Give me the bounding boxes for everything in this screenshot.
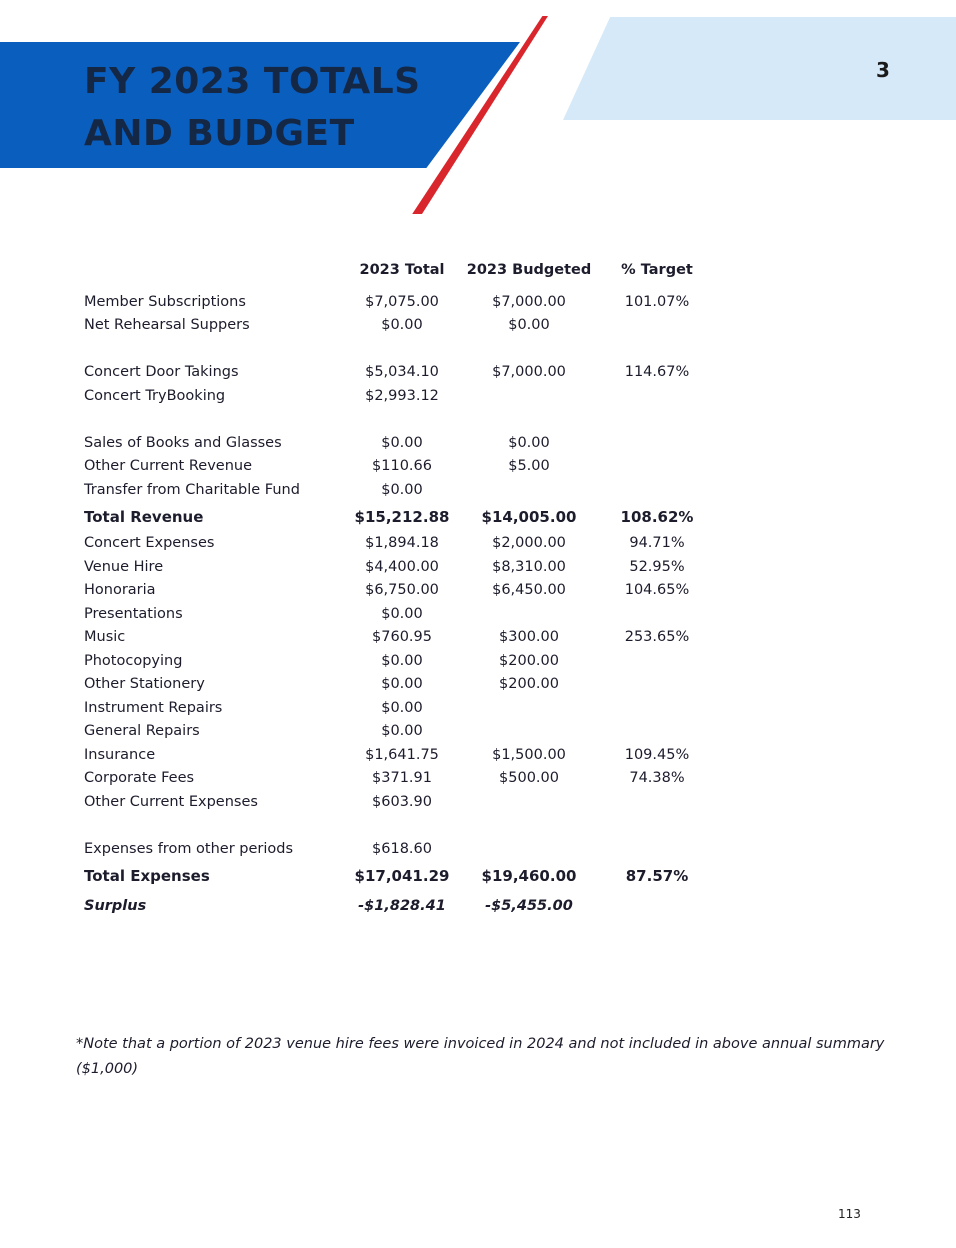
row-budgeted: $6,450.00 [492, 582, 566, 599]
table-row [78, 579, 714, 603]
table-row [78, 626, 714, 650]
row-total: $17,041.29 [354, 866, 450, 885]
row-label [78, 408, 346, 432]
row-label: Concert Expenses [84, 535, 215, 552]
table-row [78, 696, 714, 720]
table-row [78, 837, 714, 861]
row-total: $0.00 [381, 652, 423, 669]
table-row [78, 602, 714, 626]
table-row [78, 361, 714, 385]
row-budgeted [458, 478, 600, 502]
row-total: $5,034.10 [365, 364, 439, 381]
row-budgeted: $14,005.00 [481, 507, 577, 526]
row-label: Honoraria [84, 582, 156, 599]
row-total: $4,400.00 [365, 558, 439, 575]
row-budgeted [458, 337, 600, 361]
row-total: $0.00 [381, 481, 423, 498]
row-label: Instrument Repairs [84, 699, 223, 716]
header-light-shape [563, 17, 956, 120]
table-row [78, 767, 714, 791]
table-row [78, 720, 714, 744]
row-total [346, 408, 458, 432]
row-label [78, 337, 346, 361]
row-label: General Repairs [84, 723, 200, 740]
row-target: 87.57% [625, 866, 689, 885]
row-budgeted: $200.00 [499, 652, 559, 669]
table-row [78, 649, 714, 673]
row-budgeted: $0.00 [508, 317, 550, 334]
row-target [600, 384, 714, 408]
row-label: Member Subscriptions [84, 293, 246, 310]
row-label: Sales of Books and Glasses [84, 434, 282, 451]
row-budgeted: $5.00 [508, 458, 550, 475]
row-total: $0.00 [381, 317, 423, 334]
row-target: 114.67% [624, 364, 690, 381]
row-total: $0.00 [381, 676, 423, 693]
row-label: Concert Door Takings [84, 364, 239, 381]
row-budgeted: $7,000.00 [492, 293, 566, 310]
table-row [78, 314, 714, 338]
total-row [78, 861, 714, 891]
budget-table [78, 250, 714, 921]
row-target [600, 431, 714, 455]
row-label: Corporate Fees [84, 770, 195, 787]
row-budgeted [458, 790, 600, 814]
row-total: $7,075.00 [365, 293, 439, 310]
row-total: $2,993.12 [365, 387, 439, 404]
row-label: Transfer from Charitable Fund [84, 481, 300, 498]
row-label: Surplus [84, 897, 147, 914]
row-total: $0.00 [381, 723, 423, 740]
row-target: 109.45% [624, 746, 690, 763]
table-body [78, 290, 714, 921]
row-total: $371.91 [372, 770, 432, 787]
row-total: $1,641.75 [365, 746, 439, 763]
row-label: Expenses from other periods [84, 840, 294, 857]
row-target: 101.07% [624, 293, 690, 310]
row-label: Insurance [84, 746, 156, 763]
row-target: 253.65% [624, 629, 690, 646]
row-target [600, 814, 714, 838]
row-target [600, 837, 714, 861]
row-budgeted [458, 696, 600, 720]
table-row [78, 384, 714, 408]
table-row [78, 743, 714, 767]
row-budgeted: $7,000.00 [492, 364, 566, 381]
row-target [600, 455, 714, 479]
section-number: 3 [876, 58, 890, 82]
row-budgeted [458, 720, 600, 744]
column-header-target: % Target [621, 262, 693, 278]
row-label: Presentations [84, 605, 183, 622]
total-row [78, 502, 714, 532]
spacer-row [78, 814, 714, 838]
table-row [78, 790, 714, 814]
row-target [600, 408, 714, 432]
row-budgeted: $1,500.00 [492, 746, 566, 763]
row-target [600, 673, 714, 697]
row-budgeted: -$5,455.00 [485, 897, 573, 914]
row-total: -$1,828.41 [358, 897, 446, 914]
row-total: $603.90 [372, 793, 432, 810]
row-target [600, 478, 714, 502]
row-budgeted: $300.00 [499, 629, 559, 646]
row-label: Net Rehearsal Suppers [84, 317, 250, 334]
row-target [600, 314, 714, 338]
row-total [346, 337, 458, 361]
row-label: Total Revenue [84, 507, 204, 526]
footnote-line-2: ($1,000) [76, 1061, 139, 1077]
page-title [84, 56, 421, 160]
row-budgeted [458, 814, 600, 838]
row-budgeted [458, 837, 600, 861]
row-target: 52.95% [629, 558, 685, 575]
table-row [78, 290, 714, 314]
row-total [346, 814, 458, 838]
surplus-row [78, 891, 714, 921]
row-target: 108.62% [620, 507, 694, 526]
row-target [600, 337, 714, 361]
row-label: Concert TryBooking [84, 387, 226, 404]
row-total: $6,750.00 [365, 582, 439, 599]
spacer-row [78, 408, 714, 432]
row-label: Other Stationery [84, 676, 205, 693]
footnote [76, 1032, 896, 1082]
row-total: $0.00 [381, 605, 423, 622]
row-budgeted: $0.00 [508, 434, 550, 451]
column-header-label [78, 250, 346, 290]
spacer-row [78, 337, 714, 361]
column-header-total: 2023 Total [359, 262, 445, 278]
table-row [78, 431, 714, 455]
table-row [78, 532, 714, 556]
table-row [78, 555, 714, 579]
row-target [600, 649, 714, 673]
row-label: Venue Hire [84, 558, 164, 575]
row-budgeted: $19,460.00 [481, 866, 577, 885]
row-total: $15,212.88 [354, 507, 450, 526]
row-label: Music [84, 629, 126, 646]
table-header-row [78, 250, 714, 290]
row-total: $760.95 [372, 629, 432, 646]
row-budgeted: $200.00 [499, 676, 559, 693]
row-budgeted: $500.00 [499, 770, 559, 787]
row-label: Photocopying [84, 652, 183, 669]
row-budgeted [458, 384, 600, 408]
row-budgeted: $8,310.00 [492, 558, 566, 575]
row-total: $0.00 [381, 699, 423, 716]
row-label: Other Current Revenue [84, 458, 252, 475]
row-label: Total Expenses [84, 866, 210, 885]
row-target [600, 790, 714, 814]
row-budgeted [458, 602, 600, 626]
row-target: 74.38% [629, 770, 685, 787]
row-budgeted: $2,000.00 [492, 535, 566, 552]
footnote-line-1: *Note that a portion of 2023 venue hire fees were invoiced in 2024 and not included in above annual summary [76, 1036, 885, 1052]
column-header-budgeted: 2023 Budgeted [466, 262, 592, 278]
table-row [78, 455, 714, 479]
row-total: $1,894.18 [365, 535, 439, 552]
row-target [600, 720, 714, 744]
row-target [600, 891, 714, 921]
row-total: $0.00 [381, 434, 423, 451]
page-title-line-1: FY 2023 TOTALS [84, 61, 421, 102]
row-target: 94.71% [629, 535, 685, 552]
row-total: $618.60 [372, 840, 432, 857]
row-total: $110.66 [372, 458, 432, 475]
footer-page-number: 113 [838, 1207, 861, 1221]
row-budgeted [458, 408, 600, 432]
table-row [78, 673, 714, 697]
row-label: Other Current Expenses [84, 793, 258, 810]
page-title-line-2: AND BUDGET [84, 113, 355, 154]
row-label [78, 814, 346, 838]
row-target [600, 602, 714, 626]
table-row [78, 478, 714, 502]
row-target: 104.65% [624, 582, 690, 599]
row-target [600, 696, 714, 720]
